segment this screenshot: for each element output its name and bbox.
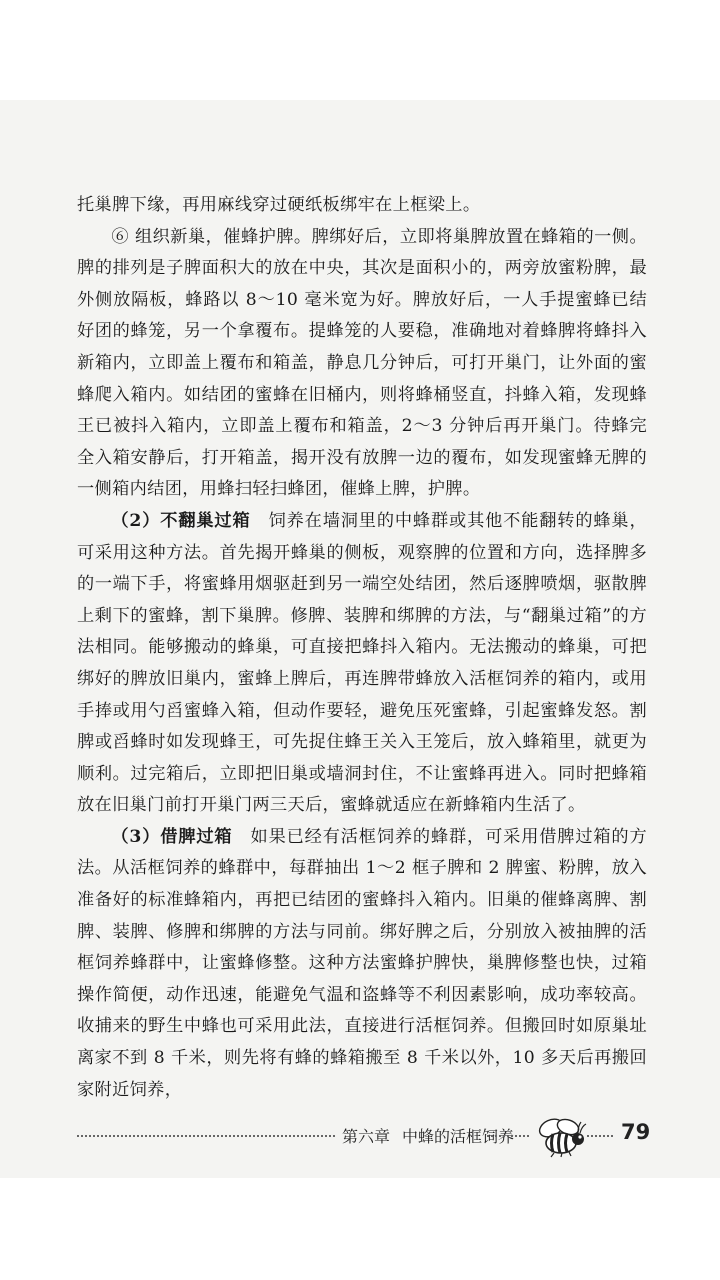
- paragraph: ⑥ 组织新巢，催蜂护脾。脾绑好后，立即将巢脾放置在蜂箱的一侧。脾的排列是子脾面积大的放在中央，其次是面积小的，两旁放蜜粉脾，最外侧放隔板，蜂路以 8～10 毫米宽为好。脾放好后，一人手提蜜蜂已结好团的蜂笼，另一个拿覆布。提蜂笼的人要稳，准确地对着蜂脾将蜂抖入新箱内，立即盖上覆布和箱盖，静息几分钟后，可打开巢门，让外面的蜜蜂爬入箱内。如结团的蜜蜂在旧桶内，则将蜂桶竖直，抖蜂入箱，发现蜂王已被抖入箱内，立即盖上覆布和箱盖，2～3 分钟后再开巢门。待蜂完全入箱安静后，打开箱盖，揭开没有放脾一边的覆布，如发现蜜蜂无脾的一侧箱内结团，用蜂扫轻扫蜂团，催蜂上脾，护脾。: [77, 226, 647, 500]
- book-page: [0, 100, 720, 1178]
- paragraph: 托巢脾下缘，再用麻线穿过硬纸板绑牢在上框梁上。: [77, 195, 481, 215]
- page-number: 79: [621, 1120, 651, 1144]
- paragraph: （3）借脾过箱 如果已经有活框饲养的蜂群，可采用借脾过箱的方法。从活框饲养的蜂群中，每群抽出 1～2 框子脾和 2 脾蜜、粉脾，放入准备好的标准蜂箱内，再把已结团的蜜蜂抖入箱内。旧巢的催蜂离脾、割脾、装脾、修脾和绑脾的方法与同前。绑好脾之后，分别放入被抽脾的活框饲养蜂群中，让蜜蜂修整。这种方法蜜蜂护脾快，巢脾修整也快，过箱操作简便，动作迅速，能避免气温和盗蜂等不利因素影响，成功率较高。收捕来的野生中蜂也可采用此法，直接进行活框饲养。但搬回时如原巢址离家不到 8 千米，则先将有蜂的蜂箱搬至 8 千米以外，10 多天后再搬回家附近饲养，: [77, 826, 647, 1100]
- footer-leader-dots: [487, 1135, 529, 1137]
- footer-leader-dots: [587, 1135, 613, 1137]
- footer-leader-dots: [77, 1135, 335, 1137]
- chapter-title: 中蜂的活框饲养: [402, 1127, 515, 1146]
- page-footer: [77, 1118, 657, 1158]
- paragraph: （2）不翻巢过箱 饲养在墙洞里的中蜂群或其他不能翻转的蜂巢，可采用这种方法。首先揭开蜂巢的侧板，观察脾的位置和方向，选择脾多的一端下手，将蜜蜂用烟驱赶到另一端空处结团，然后逐脾喷烟，驱散脾上剩下的蜜蜂，割下巢脾。修脾、装脾和绑脾的方法，与“翻巢过箱”的方法相同。能够搬动的蜂巢，可直接把蜂抖入箱内。无法搬动的蜂巢，可把绑好的脾放旧巢内，蜜蜂上脾后，再连脾带蜂放入活框饲养的箱内，或用手捧或用勺舀蜜蜂入箱，但动作要轻，避免压死蜜蜂，引起蜜蜂发怒。割脾或舀蜂时如发现蜂王，可先捉住蜂王关入王笼后，放入蜂箱里，就更为顺利。过完箱后，立即把旧巢或墙洞封住，不让蜜蜂再进入。同时把蜂箱放在旧巢门前打开巢门两三天后，蜜蜂就适应在新蜂箱内生活了。: [77, 510, 648, 816]
- chapter-label: 第六章: [342, 1127, 391, 1146]
- section-heading: （2）不翻巢过箱: [111, 510, 251, 531]
- bee-icon: [534, 1118, 590, 1158]
- section-heading: （3）借脾过箱: [111, 826, 233, 847]
- page-body: [77, 190, 647, 1106]
